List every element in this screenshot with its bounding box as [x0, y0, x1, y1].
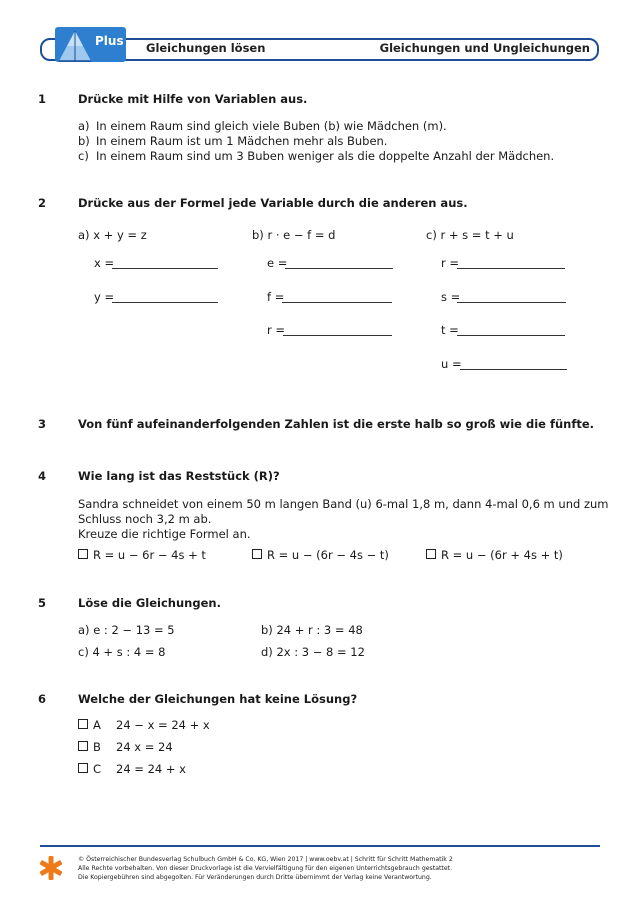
task-6-equation-b: 24 x = 24 [116, 740, 173, 754]
header-left-title: Gleichungen lösen [146, 41, 266, 55]
task-4-line-3: Kreuze die richtige Formel an. [78, 527, 251, 541]
checkbox[interactable] [252, 549, 262, 559]
answer-line [460, 369, 567, 370]
task-2b-var-r: r = [267, 323, 286, 337]
task-2c-var-u: u = [441, 357, 462, 371]
header-right-title: Gleichungen und Ungleichungen [379, 41, 590, 55]
task-3-question: Von fünf aufeinanderfolgenden Zahlen ist die erste halb so groß wie die fünfte. [78, 417, 595, 431]
checkbox[interactable] [78, 741, 88, 751]
task-5b: b) 24 + r : 3 = 48 [261, 623, 363, 637]
answer-line [282, 302, 392, 303]
task-4-line-2: Schluss noch 3,2 m ab. [78, 512, 212, 526]
task-2c-formula: c) r + s = t + u [426, 228, 514, 242]
answer-line [457, 335, 565, 336]
task-4-option-2[interactable] [252, 548, 389, 562]
option-label: R = u − 6r − 4s + t [93, 548, 206, 562]
plus-logo [55, 27, 126, 69]
task-4-option-1[interactable] [78, 548, 206, 562]
footer-line-1: © Österreichischer Bundesverlag Schulbuch GmbH & Co. KG, Wien 2017 | www.oebv.at | Schritt für Schritt Mathematik 2 [78, 856, 453, 863]
option-label: R = u − (6r + 4s + t) [441, 548, 563, 562]
answer-line [112, 268, 218, 269]
task-2c-var-r: r = [441, 256, 460, 270]
task-1-item-b-label: b) [78, 134, 90, 148]
task-3-number: 3 [38, 417, 47, 431]
task-2c-var-s: s = [441, 290, 461, 304]
task-6-option-c[interactable] [78, 762, 101, 776]
option-letter: A [93, 718, 101, 732]
footer-line-2: Alle Rechte vorbehalten. Von dieser Druckvorlage ist die Vervielfältigung für den eigenen Unterrichtsgebrauch gestattet. [78, 865, 453, 872]
task-5d: d) 2x : 3 − 8 = 12 [261, 645, 365, 659]
task-5c: c) 4 + s : 4 = 8 [78, 645, 166, 659]
answer-line [285, 268, 393, 269]
task-6-number: 6 [38, 692, 47, 706]
option-letter: C [93, 762, 102, 776]
task-1-item-a-label: a) [78, 119, 90, 133]
footer-divider [40, 845, 600, 847]
task-2b-formula: b) r · e − f = d [252, 228, 336, 242]
footer-line-3: Die Kopiergebühren sind abgegolten. Für Veränderungen durch Dritte übernimmt der Verlag keine Verantwortung. [78, 874, 432, 881]
option-letter: B [93, 740, 101, 754]
task-6-option-b[interactable] [78, 740, 101, 754]
task-2a-formula: a) x + y = z [78, 228, 147, 242]
task-6-equation-a: 24 − x = 24 + x [116, 718, 210, 732]
task-2b-var-e: e = [267, 256, 288, 270]
task-1-item-c-label: c) [78, 149, 89, 163]
checkbox[interactable] [78, 719, 88, 729]
option-label: R = u − (6r − 4s − t) [267, 548, 389, 562]
task-2-number: 2 [38, 196, 47, 210]
task-5-number: 5 [38, 596, 47, 610]
checkbox[interactable] [78, 549, 88, 559]
task-4-option-3[interactable] [426, 548, 563, 562]
task-6-option-a[interactable] [78, 718, 101, 732]
logo-label: Plus [95, 34, 124, 48]
task-2a-var-y: y = [94, 290, 115, 304]
task-1-item-a-text: In einem Raum sind gleich viele Buben (b) wie Mädchen (m). [96, 119, 447, 133]
task-2a-var-x: x = [94, 256, 115, 270]
task-1-item-b-text: In einem Raum ist um 1 Mädchen mehr als Buben. [96, 134, 388, 148]
task-6-question: Welche der Gleichungen hat keine Lösung? [78, 692, 358, 706]
task-6-equation-c: 24 = 24 + x [116, 762, 186, 776]
task-4-line-1: Sandra schneidet von einem 50 m langen Band (u) 6-mal 1,8 m, dann 4-mal 0,6 m und zum [78, 497, 609, 511]
task-4-number: 4 [38, 469, 47, 483]
task-2c-var-t: t = [441, 323, 459, 337]
task-1-item-c-text: In einem Raum sind um 3 Buben weniger als die doppelte Anzahl der Mädchen. [96, 149, 555, 163]
checkbox[interactable] [426, 549, 436, 559]
publisher-logo-icon [38, 855, 64, 881]
checkbox[interactable] [78, 763, 88, 773]
answer-line [112, 302, 218, 303]
task-1-number: 1 [38, 92, 47, 106]
task-1-question: Drücke mit Hilfe von Variablen aus. [78, 92, 308, 106]
answer-line [457, 302, 566, 303]
task-4-question: Wie lang ist das Reststück (R)? [78, 469, 280, 483]
task-2b-var-f: f = [267, 290, 285, 304]
task-2-question: Drücke aus der Formel jede Variable durch die anderen aus. [78, 196, 468, 210]
answer-line [457, 268, 565, 269]
task-5a: a) e : 2 − 13 = 5 [78, 623, 175, 637]
answer-line [283, 335, 392, 336]
task-5-question: Löse die Gleichungen. [78, 596, 221, 610]
